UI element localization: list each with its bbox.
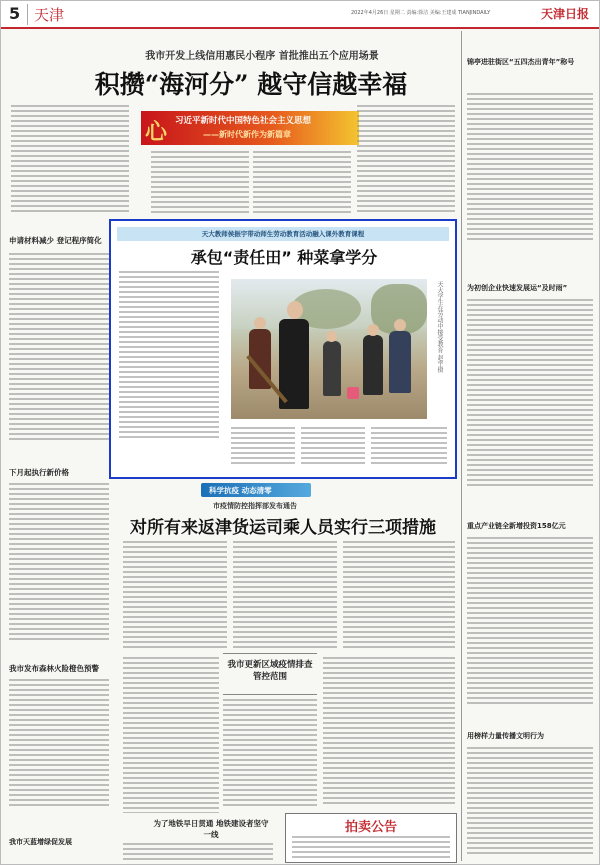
body-text [119, 271, 219, 441]
ad-box [285, 813, 457, 863]
photo-caption-box [433, 281, 447, 421]
article-photo [231, 279, 427, 419]
left-headline-1: 申请材料减少 登记程序简化 [9, 236, 102, 245]
body-text [151, 151, 249, 213]
body-text [301, 427, 365, 467]
body-text [292, 836, 450, 858]
highlighted-article[interactable] [109, 219, 457, 479]
section-name: 天津 [27, 4, 64, 25]
banner-icon: 心 [145, 119, 168, 145]
top-kicker: 我市开发上线信用惠民小程序 首批推出五个应用场景 [145, 51, 379, 62]
body-text [231, 427, 295, 467]
body-text [371, 427, 447, 467]
banner-line1: 习近平新时代中国特色社会主义思想 [175, 116, 312, 126]
ad-title: 拍卖公告 [344, 820, 397, 835]
body-text [467, 537, 593, 707]
inner-title: 我市更新区域疫情排查管控范围 [227, 660, 313, 682]
article-kicker-bar [117, 227, 449, 241]
inner-title-box [223, 653, 317, 695]
body-text [123, 657, 219, 813]
banner-line2: ——新时代新作为新篇章 [203, 130, 291, 139]
article-kicker: 天大教师侯振宇带动师生劳动教育活动融入课外教育课程 [201, 230, 365, 238]
left-headline-4: 我市天蓝增绿促发展 [9, 838, 72, 846]
photo-caption: 天大学生在劳动中接受教育 赵宇摄 [436, 281, 443, 373]
body-text [467, 299, 593, 489]
science-banner [201, 483, 311, 497]
body-text [123, 843, 273, 861]
body-text [9, 253, 109, 443]
issue-meta: 2022年4月26日 星期二 责编:徐洁 美编:王建成 TIANJINDAILY [351, 10, 491, 16]
left-headline-3: 我市发布森林火险橙色预警 [9, 664, 99, 673]
body-text [123, 541, 227, 651]
body-text [253, 151, 351, 213]
body-text [11, 105, 129, 215]
article-headline: 承包“责任田” 种菜拿学分 [190, 248, 378, 267]
masthead-logo: 天津日报 [540, 7, 589, 21]
science-banner-text: 科学抗疫 动态清零 [209, 486, 272, 495]
body-text [323, 657, 455, 807]
column-rule [461, 31, 462, 861]
page-header [1, 1, 599, 29]
body-text [357, 105, 455, 213]
right-headline-1: 锦亭进驻街区“五四杰出青年”称号 [467, 58, 575, 66]
right-headline-2: 为初创企业快速发展运“及时雨” [467, 284, 568, 292]
bottom-headline: 为了地铁早日贯通 地铁建设者坚守一线 [153, 819, 269, 839]
left-headline-2: 下月起执行新价格 [9, 468, 69, 477]
theme-banner [141, 111, 359, 145]
body-text [9, 483, 109, 643]
body-text [467, 93, 593, 243]
body-text [233, 541, 337, 651]
body-text [223, 699, 317, 809]
right-headline-4: 用榜样力量传播文明行为 [467, 732, 544, 740]
body-text [467, 747, 593, 857]
top-headline: 积攒“海河分” 越守信越幸福 [94, 70, 408, 99]
right-headline-3: 重点产业链全新增投资158亿元 [467, 522, 566, 530]
story2-kicker: 市疫情防控指挥部发布通告 [213, 502, 297, 510]
body-text [343, 541, 455, 651]
page-number: 5 [9, 4, 21, 23]
story2-headline: 对所有来返津货运司乘人员实行三项措施 [130, 518, 436, 538]
body-text [9, 679, 109, 809]
